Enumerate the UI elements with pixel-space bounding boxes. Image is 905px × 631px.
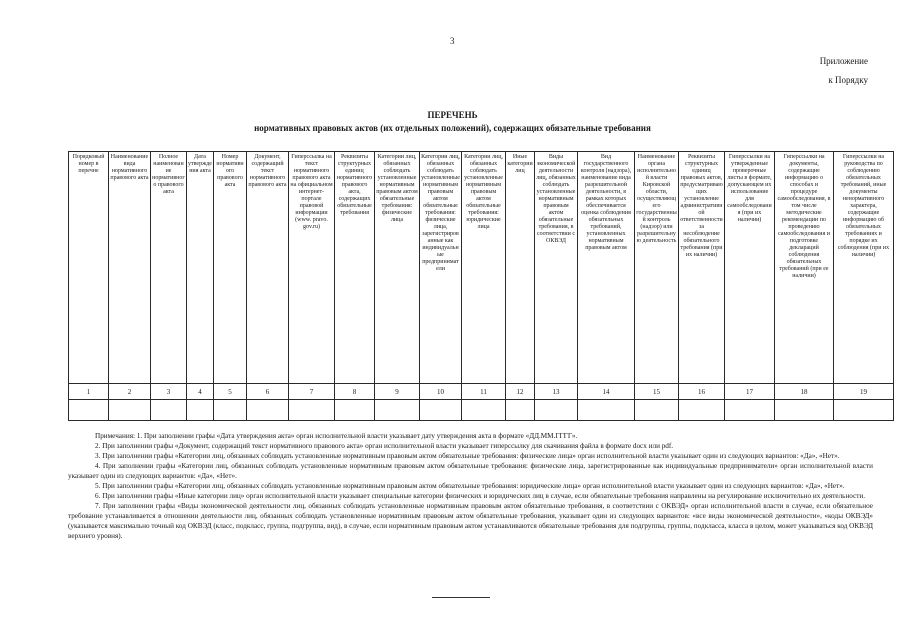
column-number: 7 [289,384,335,400]
table-cell[interactable] [335,400,375,421]
note-paragraph: 7. При заполнении графы «Виды экономической деятельности лиц, обязанных соблюдать установленные нормативным правовым актом обязательные требования, в соответствии с ОКВЭД» орган исполнительной власти в случае, если обязательное требование устанавливается в отношении деятельности лиц, обязанных соблюдать установленные нормативным правовым актом обязательные требования, указывает один из следующих вариантов: «все виды экономической деятельности», «коды ОКВЭД» (указывается максимально точный код ОКВЭД (класс, подкласс, группа, подгруппа, вид), в случае, если нормативным правовым актом устанавливаются обязательные требования для подгруппы, группы, подкласса, класса в целом, может указываться код ОКВЭД верхнего уровня). [68,502,873,540]
column-header: Гиперссылка на текст нормативного правового акта на официальном интернет-портале правовой информации (www. pravo. gov.ru) [289,152,335,384]
column-header: Наименование вида нормативного правового акта [109,152,151,384]
column-header: Порядковый номер в перечне [69,152,109,384]
table-cell[interactable] [775,400,834,421]
table-cell[interactable] [834,400,894,421]
note-paragraph: 6. При заполнении графы «Иные категории лиц» орган исполнительной власти указывает специальные категории физических и юридических лиц в случае, если обязательные требования направлены на регулирование исключительно их деятельности. [95,492,866,500]
note-paragraph: Примечания: 1. При заполнении графы «Дата утверждения акта» орган исполнительной власти указывает дату утверждения акта в формате «ДД.ММ.ГГГГ». [95,432,578,440]
column-header: Реквизиты структурных единиц правовых актов, предусматривающих установление административной ответственности за несоблюдение обязательного требования (при их наличии) [679,152,725,384]
column-header: Вид государственного контроля (надзора), наименование вида разрешительной деятельности, в рамках которых обеспечивается оценка соблюдения обязательных требований, установленных нормативным правовым актом [578,152,635,384]
column-header: Документ, содержащий текст нормативного правового акта [247,152,289,384]
column-number: 18 [775,384,834,400]
column-header: Дата утверждения акта [187,152,214,384]
table-cell[interactable] [535,400,578,421]
appendix-label [820,52,868,90]
column-number: 14 [578,384,635,400]
column-number: 1 [69,384,109,400]
column-number: 17 [725,384,775,400]
table-cell[interactable] [214,400,247,421]
column-number: 19 [834,384,894,400]
table-cell[interactable] [506,400,535,421]
table-cell[interactable] [187,400,214,421]
note-paragraph: 4. При заполнении графы «Категории лиц, обязанных соблюдать установленные нормативным правовым актом обязательные требования: физические лица, зарегистрированные как индивидуальные предприниматели» орган исполнительной власти указывает один из следующих вариантов: «Да», «Нет». [68,462,873,480]
column-number: 4 [187,384,214,400]
column-number: 16 [679,384,725,400]
table-cell[interactable] [109,400,151,421]
document-title: ПЕРЕЧЕНЬ [427,110,478,120]
column-number: 12 [506,384,535,400]
column-number: 8 [335,384,375,400]
column-header: Номер нормативного правового акта [214,152,247,384]
column-number: 2 [109,384,151,400]
column-header: Виды экономической деятельности лиц, обязанных соблюдать установленные нормативным правовым актом обязательные требования, в соответствии с ОКВЭД [535,152,578,384]
column-number: 6 [247,384,289,400]
appendix-line-1: Приложение [819,56,868,66]
column-number: 10 [420,384,462,400]
document-subtitle: нормативных правовых актов (их отдельных положений), содержащих обязательные требования [254,123,651,133]
table-cell[interactable] [635,400,679,421]
table-cell[interactable] [69,400,109,421]
column-header: Наименование органа исполнительной власти Кировской области, осуществляющего государственный контроль (надзор) или разрешительную деятельность [635,152,679,384]
column-header: Гиперссылки на документы, содержащие информацию о способах и процедуре самообследования, в том числе методические рекомендации по проведению самообследования и подготовке деклараций соблюдения обязательных требований (при ее наличии) [775,152,834,384]
column-header: Полное наименование нормативного правового акта [151,152,187,384]
table-cell[interactable] [375,400,420,421]
table-header-row [69,152,894,384]
notes-section [68,431,873,541]
table-cell[interactable] [420,400,462,421]
closing-rule [432,597,490,598]
column-header: Категории лиц, обязанных соблюдать установленные нормативным правовым актом обязательные требования: юридические лица [462,152,506,384]
column-header: Гиперссылки на руководства по соблюдению обязательных требований, иные документы ненормативного характера, содержащие информацию об обязательных требованиях и порядке их соблюдения (при их наличии) [834,152,894,384]
column-header: Реквизиты структурных единиц нормативного правового акта, содержащих обязательные требования [335,152,375,384]
column-number: 5 [214,384,247,400]
column-number: 3 [151,384,187,400]
column-number: 15 [635,384,679,400]
appendix-line-2: к Порядку [828,75,868,85]
column-number: 13 [535,384,578,400]
table-cell[interactable] [578,400,635,421]
table-cell[interactable] [151,400,187,421]
column-number: 11 [462,384,506,400]
page-number: 3 [450,36,455,46]
table-cell[interactable] [725,400,775,421]
column-number-row [69,384,894,400]
note-paragraph: 5. При заполнении графы «Категории лиц, обязанных соблюдать установленные нормативным правовым актом обязательные требования: юридические лица» орган исполнительной власти указывает один из следующих вариантов: «Да», «Нет». [95,482,845,490]
column-header: Категории лиц, обязанных соблюдать установленные нормативным правовым актом обязательные требования: физические лица, зарегистрированные как индивидуальные предприниматели [420,152,462,384]
requirements-table [68,151,894,421]
note-paragraph: 2. При заполнении графы «Документ, содержащий текст нормативного правового акта» орган исполнительной власти указывает гиперссылку для скачивания файла в формате docx или pdf. [95,442,674,450]
empty-data-row [69,400,894,421]
table-cell[interactable] [289,400,335,421]
column-number: 9 [375,384,420,400]
column-header: Иные категории лиц [506,152,535,384]
table-cell[interactable] [679,400,725,421]
column-header: Категории лиц, обязанных соблюдать установленные нормативным правовым актом обязательные требования: физические лица [375,152,420,384]
note-paragraph: 3. При заполнении графы «Категории лиц, обязанных соблюдать установленные нормативным правовым актом обязательные требования: физические лица» орган исполнительной власти указывает один из следующих вариантов: «Да», «Нет». [95,452,840,460]
table-cell[interactable] [462,400,506,421]
table-cell[interactable] [247,400,289,421]
column-header: Гиперссылки на утвержденные проверочные листы в формате, допускающем их использование для самообследования (при их наличии) [725,152,775,384]
